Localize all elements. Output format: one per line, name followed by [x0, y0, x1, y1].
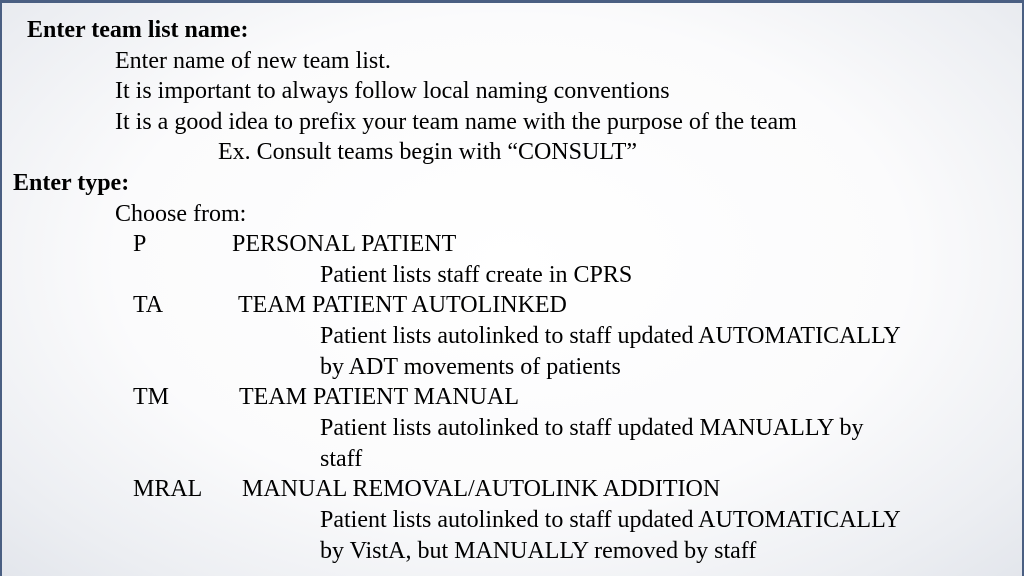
team-name-line-1: Enter name of new team list.: [115, 48, 391, 74]
team-name-line-3: It is a good idea to prefix your team name with the purpose of the team: [115, 109, 797, 135]
option-desc-ta-1: Patient lists autolinked to staff updated AUTOMATICALLY: [320, 323, 901, 349]
option-code-p: P: [133, 231, 147, 257]
option-name-tm: TEAM PATIENT MANUAL: [239, 384, 520, 410]
option-desc-ta-2: by ADT movements of patients: [320, 354, 621, 380]
option-desc-mral-1: Patient lists autolinked to staff updated AUTOMATICALLY: [320, 507, 901, 533]
option-code-mral: MRAL: [133, 476, 203, 502]
team-name-line-2: It is important to always follow local naming conventions: [115, 78, 670, 104]
option-desc-tm-1: Patient lists autolinked to staff updated MANUALLY by: [320, 415, 864, 441]
enter-type-heading: Enter type:: [13, 170, 130, 196]
team-list-name-heading: Enter team list name:: [27, 17, 249, 43]
option-desc-p-1: Patient lists staff create in CPRS: [320, 262, 633, 288]
option-desc-mral-2: by VistA, but MANUALLY removed by staff: [320, 538, 757, 564]
option-desc-tm-2: staff: [320, 446, 363, 472]
choose-from-label: Choose from:: [115, 201, 247, 227]
option-name-mral: MANUAL REMOVAL/AUTOLINK ADDITION: [242, 476, 721, 502]
option-code-tm: TM: [133, 384, 169, 410]
option-name-p: PERSONAL PATIENT: [232, 231, 457, 257]
option-name-ta: TEAM PATIENT AUTOLINKED: [238, 292, 567, 318]
team-name-example: Ex. Consult teams begin with “CONSULT”: [218, 139, 638, 165]
option-code-ta: TA: [133, 292, 164, 318]
